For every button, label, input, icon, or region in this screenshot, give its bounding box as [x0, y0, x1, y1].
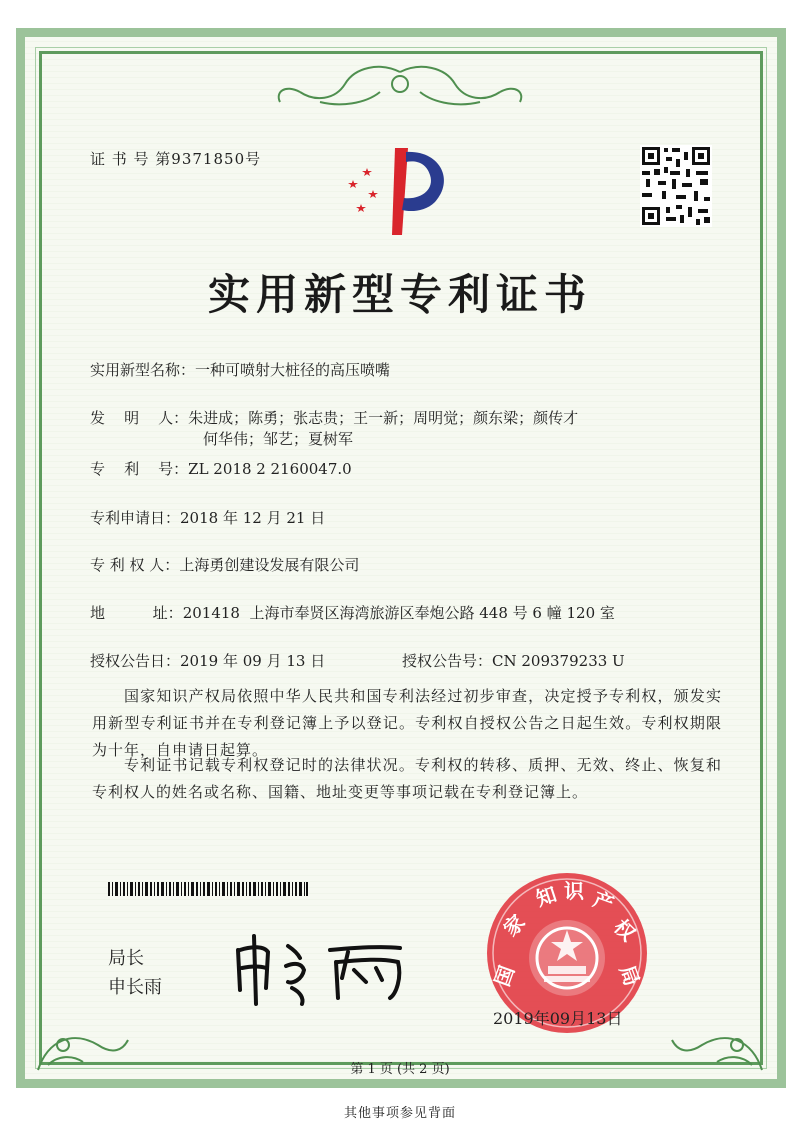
svg-text:家: 家	[498, 909, 530, 941]
certificate-number: 证 书 号 第9371850号	[90, 150, 262, 168]
svg-text:知: 知	[532, 881, 560, 911]
field-label: 授权公告号：	[402, 652, 493, 670]
field-inventor	[90, 408, 578, 428]
field-label: 发 明 人：	[90, 409, 189, 427]
handwritten-signature-icon	[230, 928, 420, 1008]
field-value: 朱进成；陈勇；张志贵；王一新；周明觉；颜东梁；颜传才	[188, 409, 579, 427]
page-number: 第 1 页 (共 2 页)	[350, 1062, 450, 1077]
field-value: 上海勇创建设发展有限公司	[179, 556, 360, 574]
field-inventor-continued	[203, 429, 353, 449]
qr-code-icon	[640, 145, 712, 227]
cnipa-logo-icon	[340, 140, 460, 240]
field-value: ZL 2018 2 2160047.0	[188, 460, 352, 478]
field-value: 2018 年 12 月 21 日	[180, 509, 326, 527]
svg-text:产: 产	[590, 886, 618, 917]
svg-text:权: 权	[609, 914, 641, 946]
certificate-title: 实用新型专利证书	[207, 270, 592, 319]
barcode-icon	[108, 882, 308, 896]
top-ornament-icon	[260, 62, 540, 112]
field-label: 实用新型名称：	[90, 361, 196, 379]
field-application-date	[90, 508, 325, 528]
back-note: 其他事项参见背面	[343, 1106, 456, 1121]
svg-text:国: 国	[489, 962, 520, 990]
director-title: 局长	[108, 948, 144, 969]
field-address	[90, 603, 615, 623]
field-patent-holder	[90, 555, 359, 575]
field-label: 专 利 号：	[90, 460, 189, 478]
paragraph-grant-statement: 国家知识产权局依照中华人民共和国专利法经过初步审查，决定授予专利权，颁发实用新型专利证书并在专利登记簿上予以登记。专利权自授权公告之日起生效。专利权期限为十年，自申请日起算。	[92, 687, 722, 759]
director-name: 申长雨	[108, 977, 162, 998]
field-utility-name	[90, 360, 390, 380]
field-label: 地 址：	[90, 604, 183, 622]
field-value: CN 209379233 U	[492, 652, 625, 670]
field-value: 何华伟；邹艺；夏树军	[203, 430, 354, 448]
svg-text:局: 局	[614, 962, 645, 990]
field-label: 授权公告日：	[90, 652, 181, 670]
svg-text:识: 识	[564, 879, 584, 903]
field-label: 专 利 权 人：	[90, 556, 180, 574]
seal-date: 2019年09月13日	[493, 1009, 623, 1028]
field-value: 2019 年 09 月 13 日	[180, 652, 326, 670]
field-grant-date	[90, 651, 325, 671]
field-value: 一种可喷射大桩径的高压喷嘴	[195, 361, 391, 379]
paragraph-legal-status: 专利证书记载专利权登记时的法律状况。专利权的转移、质押、无效、终止、恢复和专利权人的姓名或名称、国籍、地址变更等事项记载在专利登记簿上。	[92, 756, 722, 801]
field-label: 专利申请日：	[90, 509, 181, 527]
field-patent-number	[90, 459, 352, 479]
field-grant-number	[402, 651, 625, 671]
field-value: 201418 上海市奉贤区海湾旅游区奉炮公路 448 号 6 幢 120 室	[182, 604, 615, 622]
